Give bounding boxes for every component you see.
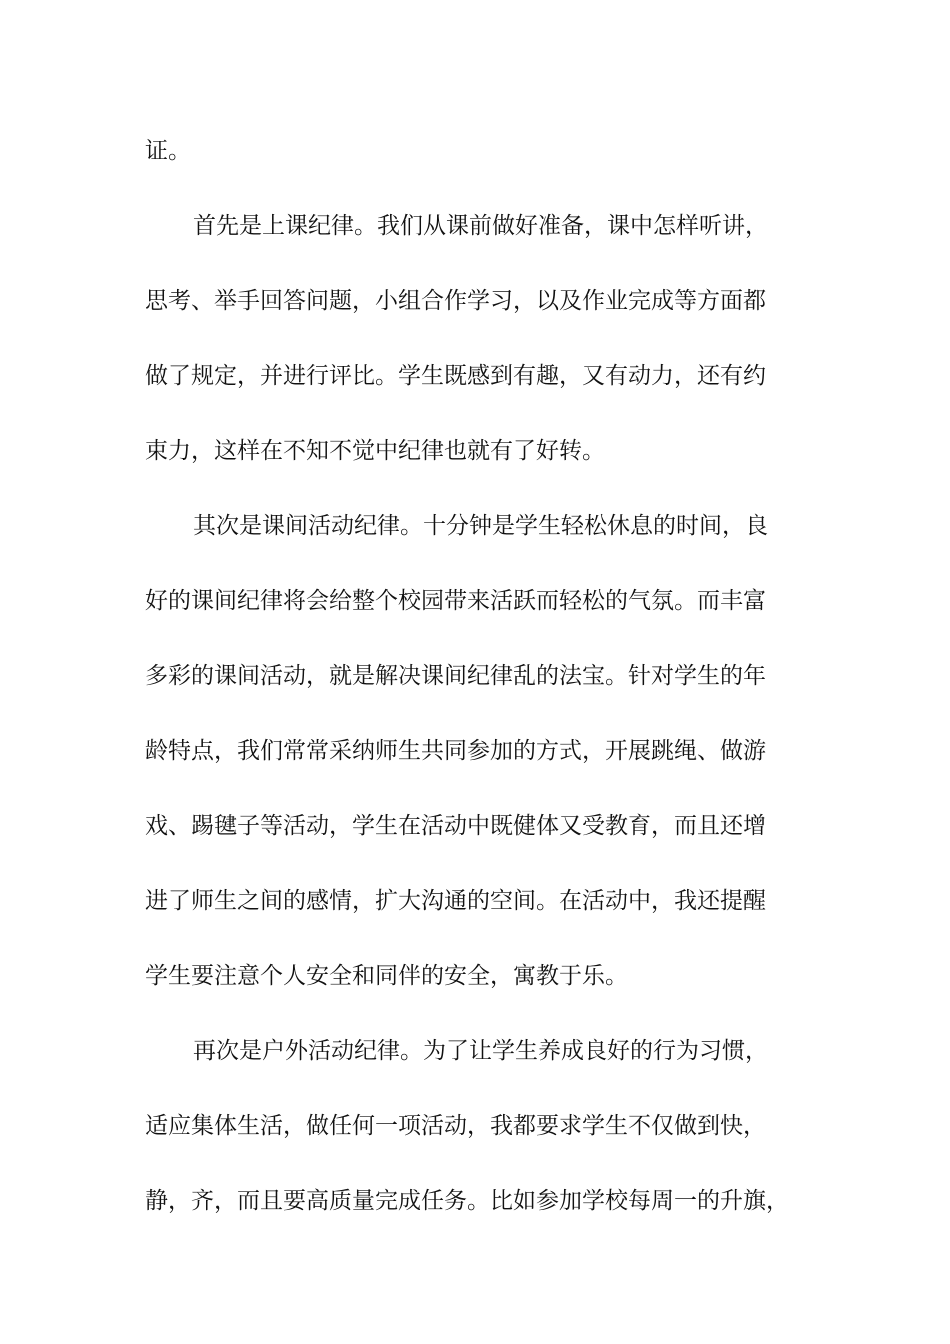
paragraph-first-line [0, 1031, 950, 1071]
text-line-content: 龄特点，我们常常采纳师生共同参加的方式，开展跳绳、做游 [145, 738, 766, 764]
text-line [0, 1106, 950, 1146]
paragraph-first-line [0, 206, 950, 246]
text-line [0, 731, 950, 771]
text-line-content: 束力，这样在不知不觉中纪律也就有了好转。 [145, 438, 605, 464]
text-line-content: 证。 [145, 138, 191, 164]
text-line [0, 656, 950, 696]
text-line [0, 131, 950, 171]
text-line-content: 再次是户外活动纪律。为了让学生养成良好的行为习惯， [193, 1038, 768, 1064]
text-line-content: 学生要注意个人安全和同伴的安全，寓教于乐。 [145, 963, 628, 989]
text-line [0, 881, 950, 921]
text-line-content: 思考、举手回答问题，小组合作学习，以及作业完成等方面都 [145, 288, 766, 314]
text-line [0, 281, 950, 321]
text-line [0, 806, 950, 846]
text-line-content: 适应集体生活，做任何一项活动，我都要求学生不仅做到快， [145, 1113, 766, 1139]
text-line-content: 多彩的课间活动，就是解决课间纪律乱的法宝。针对学生的年 [145, 663, 766, 689]
paragraph-first-line [0, 506, 950, 546]
text-line-content: 好的课间纪律将会给整个校园带来活跃而轻松的气氛。而丰富 [145, 588, 766, 614]
text-line-content: 进了师生之间的感情，扩大沟通的空间。在活动中，我还提醒 [145, 888, 766, 914]
text-line-content: 首先是上课纪律。我们从课前做好准备，课中怎样听讲， [193, 213, 768, 239]
text-line-content: 戏、踢毽子等活动，学生在活动中既健体又受教育，而且还增 [145, 813, 766, 839]
text-line-content: 做了规定，并进行评比。学生既感到有趣，又有动力，还有约 [145, 363, 766, 389]
text-line [0, 581, 950, 621]
text-line-content: 静，齐，而且要高质量完成任务。比如参加学校每周一的升旗， [145, 1188, 789, 1214]
text-line [0, 956, 950, 996]
text-line [0, 1181, 950, 1221]
text-line [0, 431, 950, 471]
text-line-content: 其次是课间活动纪律。十分钟是学生轻松休息的时间，良 [193, 513, 768, 539]
text-line [0, 356, 950, 396]
